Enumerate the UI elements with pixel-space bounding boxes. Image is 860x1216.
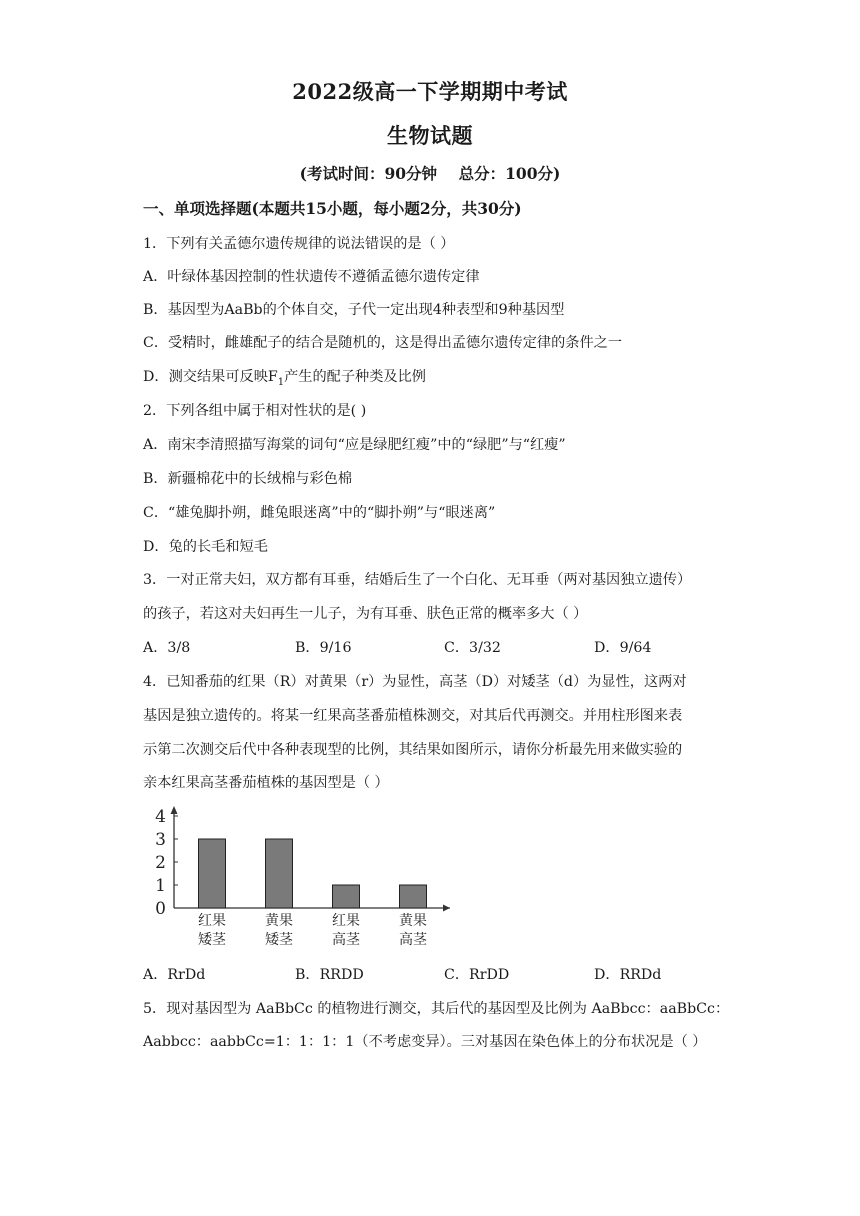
bar	[199, 839, 226, 908]
q2-stem: 2．下列各组中属于相对性状的是( )	[143, 403, 367, 419]
q1-stem: 1．下列有关孟德尔遗传规律的说法错误的是（ ）	[143, 236, 455, 252]
q3-stem-line2: 的孩子，若这对夫妇再生一儿子，为有耳垂、肤色正常的概率多大（ ）	[143, 606, 588, 622]
bar	[400, 885, 427, 908]
q1-option-d	[143, 366, 426, 388]
x-axis-arrow	[443, 905, 450, 912]
q2-option-b: B．新疆棉花中的长绒棉与彩色棉	[143, 471, 353, 487]
q3-option-c: C．3/32	[444, 640, 501, 656]
q4-stem-line1: 4．已知番茄的红果（R）对黄果（r）为显性，高茎（D）对矮茎（d）为显性，这两对	[143, 674, 687, 690]
x-category-label: 矮茎	[265, 932, 293, 948]
y-tick-label: 2	[155, 853, 166, 873]
q4-option-b: B．RRDD	[295, 967, 364, 983]
q3-option-b: B．9/16	[295, 640, 352, 656]
x-category-label: 高茎	[332, 932, 360, 948]
y-tick-label: 4	[155, 807, 166, 827]
bar	[266, 839, 293, 908]
x-category-label: 矮茎	[198, 932, 226, 948]
q1-option-a: A．叶绿体基因控制的性状遗传不遵循孟德尔遗传定律	[143, 269, 480, 285]
y-tick-label: 1	[155, 876, 166, 896]
x-category-label: 高茎	[399, 932, 427, 948]
q4-option-c: C．RrDD	[444, 967, 510, 983]
q5-stem-line1: 5．现对基因型为 AaBbCc 的植物进行测交，其后代的基因型及比例为 AaBbcc：aaBbCc：	[143, 1001, 730, 1017]
q4-stem-line4: 亲本红果高茎番茄植株的基因型是（ ）	[143, 775, 389, 791]
y-tick-label: 3	[155, 830, 166, 850]
y-tick-label: 0	[155, 899, 166, 919]
x-category-label: 红果	[332, 913, 360, 929]
q3-stem-line1: 3．一对正常夫妇，双方都有耳垂，结婚后生了一个白化、无耳垂（两对基因独立遗传）	[143, 572, 692, 588]
bar	[333, 885, 360, 908]
q5-stem-line2: Aabbcc：aabbCc=1：1：1：1（不考虑变异）。三对基因在染色体上的分布状况是（ ）	[143, 1034, 707, 1050]
q3-option-d: D．9/64	[594, 640, 652, 656]
q4-stem-line2: 基因是独立遗传的。将某一红果高茎番茄植株测交，对其后代再测交。并用柱形图来表	[143, 708, 683, 724]
q4-option-d: D．RRDd	[594, 967, 662, 983]
y-axis-arrow	[171, 806, 178, 814]
phenotype-ratio-bar-chart	[150, 806, 460, 954]
subject-title: 生物试题	[387, 123, 473, 148]
exam-info: (考试时间：90分钟 总分：100分)	[299, 164, 561, 183]
q1-option-d-pre: D．测交结果可反映F	[143, 369, 278, 385]
x-category-label: 红果	[198, 913, 226, 929]
x-category-label: 黄果	[265, 913, 293, 929]
q2-option-c: C．“雄兔脚扑朔，雌兔眼迷离”中的“脚扑朔”与“眼迷离”	[143, 505, 496, 521]
q2-option-a: A．南宋李清照描写海棠的词句“应是绿肥红瘦”中的“绿肥”与“红瘦”	[143, 437, 566, 453]
q4-stem-line3: 示第二次测交后代中各种表现型的比例，其结果如图所示，请你分析最先用来做实验的	[143, 742, 683, 758]
q2-option-d: D．兔的长毛和短毛	[143, 539, 268, 555]
q1-option-d-sub: 1	[277, 376, 285, 388]
q3-option-a: A．3/8	[143, 640, 191, 656]
x-category-label: 黄果	[399, 913, 427, 929]
q4-option-a: A．RrDd	[143, 967, 206, 983]
section-heading: 一、单项选择题(本题共15小题，每小题2分，共30分)	[143, 199, 522, 218]
q1-option-b: B．基因型为AaBb的个体自交，子代一定出现4种表型和9种基因型	[143, 302, 565, 318]
exam-title: 2022级高一下学期期中考试	[292, 79, 568, 104]
q1-option-c: C．受精时，雌雄配子的结合是随机的，这是得出孟德尔遗传定律的条件之一	[143, 335, 623, 351]
q1-option-d-post: 产生的配子种类及比例	[284, 369, 426, 385]
